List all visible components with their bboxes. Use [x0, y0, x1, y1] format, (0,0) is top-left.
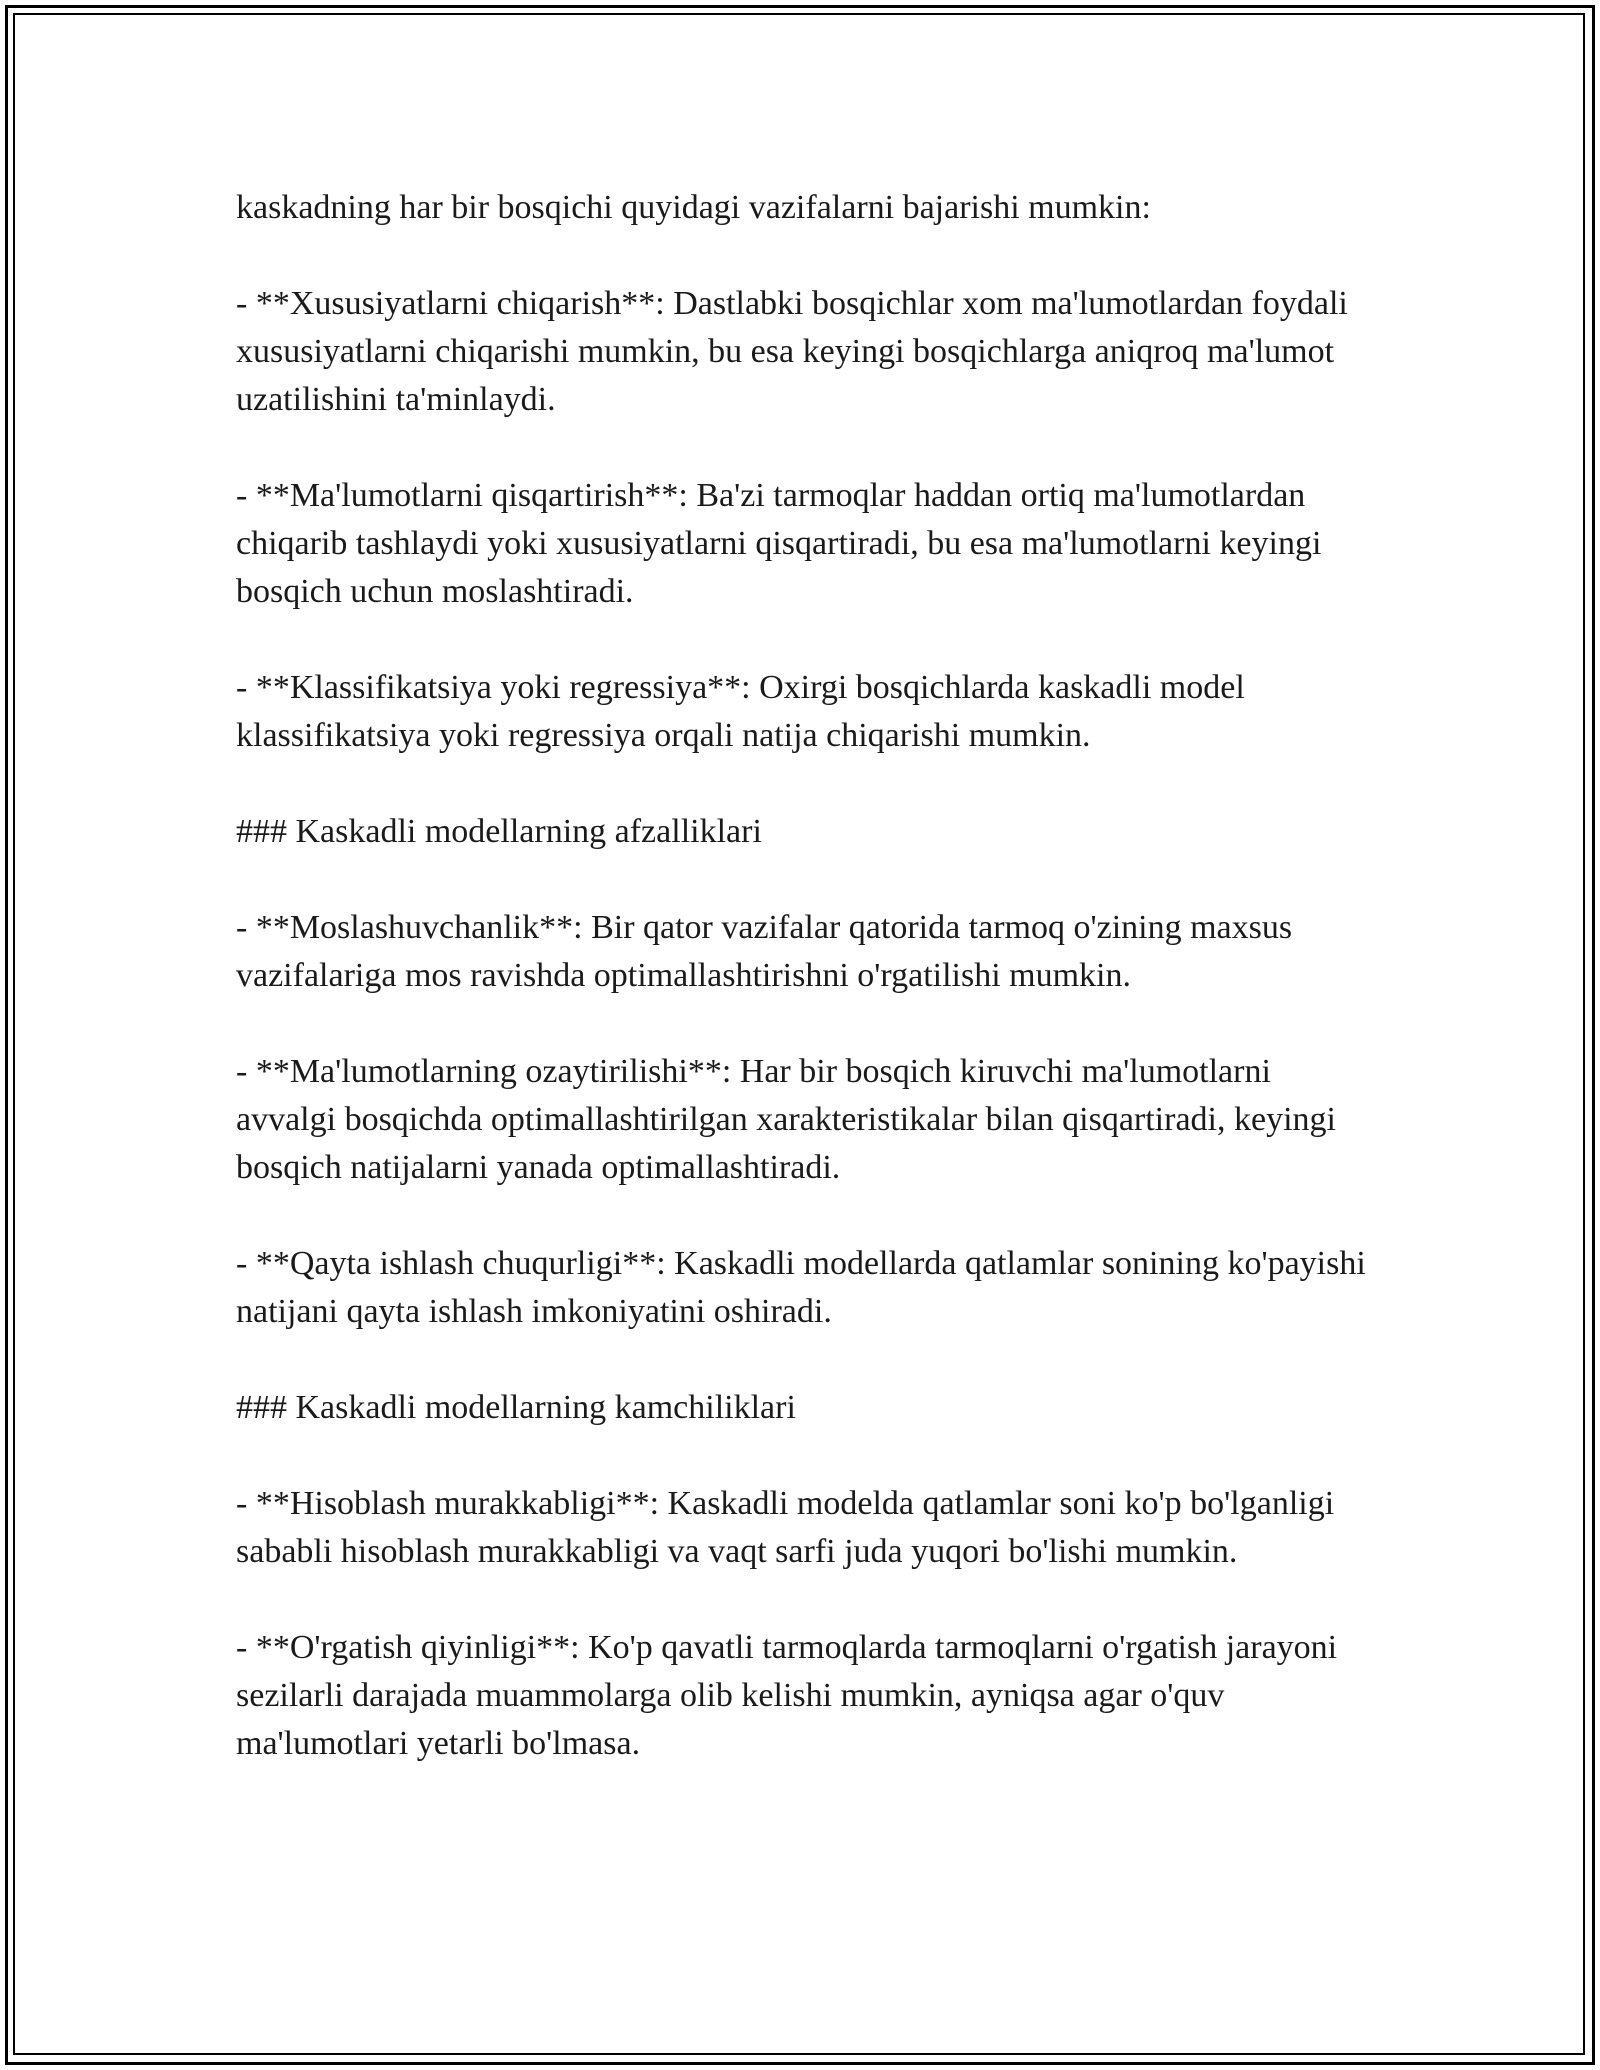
list-item-classification: - **Klassifikatsiya yoki regressiya**: Oxirgi bosqichlarda kaskadli model klassifikatsiya yoki regressiya orqali natija chiqarishi mumkin.	[236, 669, 1254, 754]
document-body	[236, 184, 1376, 1768]
section-heading-disadvantages: ### Kaskadli modellarning kamchiliklari	[236, 1389, 796, 1426]
list-item-data-reduction: - **Ma'lumotlarni qisqartirish**: Ba'zi tarmoqlar haddan ortiq ma'lumotlardan chiqarib tashlaydi yoki xususiyatlarni qisqartiradi, bu esa ma'lumotlarni keyingi bosqich uchun moslashtiradi.	[236, 477, 1330, 610]
list-item-flexibility: - **Moslashuvchanlik**: Bir qator vazifalar qatorida tarmoq o'zining maxsus vazifalariga mos ravishda optimallashtirishni o'rgatilishi mumkin.	[236, 909, 1301, 994]
intro-paragraph: kaskadning har bir bosqichi quyidagi vazifalarni bajarishi mumkin:	[236, 189, 1151, 226]
list-item-training-difficulty: - **O'rgatish qiyinligi**: Ko'p qavatli tarmoqlarda tarmoqlarni o'rgatish jarayoni sezilarli darajada muammolarga olib kelishi mumkin, ayniqsa agar o'quv ma'lumotlari yetarli bo'lmasa.	[236, 1629, 1346, 1762]
list-item-computational-complexity: - **Hisoblash murakkabligi**: Kaskadli modelda qatlamlar soni ko'p bo'lganligi sababli hisoblash murakkabligi va vaqt sarfi juda yuqori bo'lishi mumkin.	[236, 1485, 1343, 1570]
list-item-feature-extraction: - **Xususiyatlarni chiqarish**: Dastlabki bosqichlar xom ma'lumotlardan foydali xususiyatlarni chiqarishi mumkin, bu esa keyingi bosqichlarga aniqroq ma'lumot uzatilishini ta'minlaydi.	[236, 285, 1357, 418]
section-heading-advantages: ### Kaskadli modellarning afzalliklari	[236, 813, 762, 850]
list-item-processing-depth: - **Qayta ishlash chuqurligi**: Kaskadli modellarda qatlamlar sonining ko'payishi natijani qayta ishlash imkoniyatini oshiradi.	[236, 1245, 1375, 1330]
list-item-data-reduction-advantage: - **Ma'lumotlarning ozaytirilishi**: Har bir bosqich kiruvchi ma'lumotlarni avvalgi bosqichda optimallashtirilgan xarakteristikalar bilan qisqartiradi, keyingi bosqich natijalarni yanada optimallashtiradi.	[236, 1053, 1345, 1186]
